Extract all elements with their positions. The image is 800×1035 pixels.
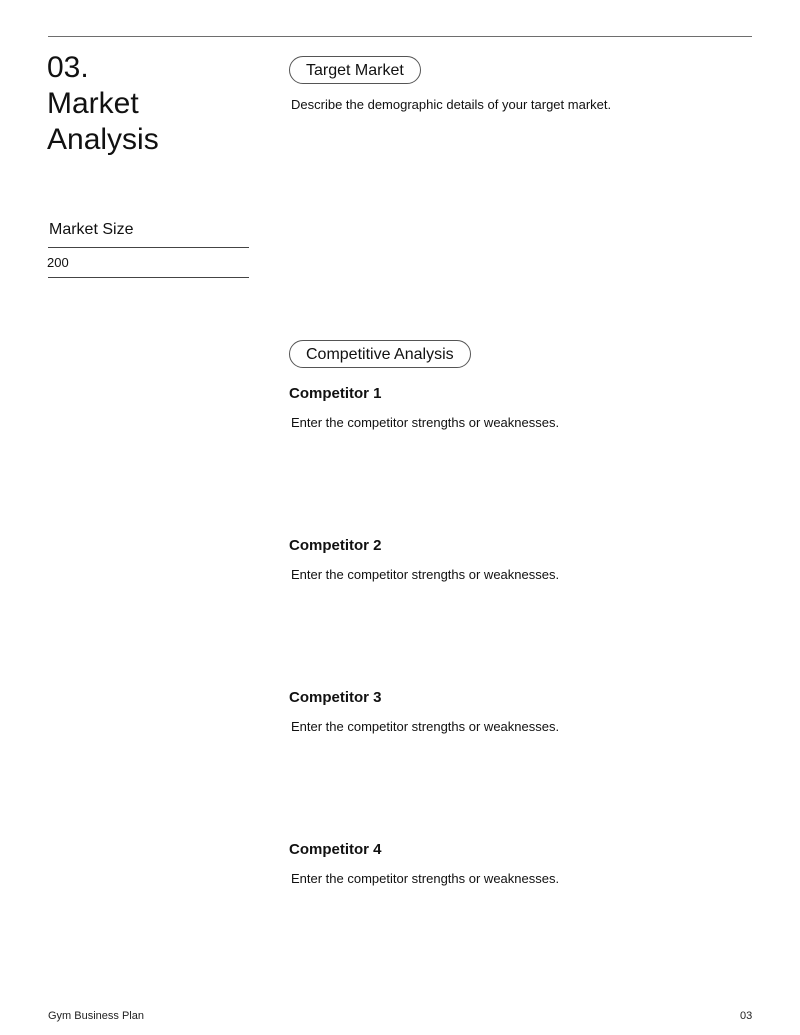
footer-document-title: Gym Business Plan (48, 1010, 144, 1022)
competitor-4-text: Enter the competitor strengths or weaknesses. (291, 871, 560, 886)
competitor-1-heading: Competitor 1 (289, 385, 382, 402)
top-divider (48, 36, 752, 37)
footer-page-number: 03 (740, 1010, 753, 1022)
section-title: Market Analysis (47, 87, 159, 156)
competitor-3-heading: Competitor 3 (289, 689, 382, 706)
competitor-2-heading: Competitor 2 (289, 537, 382, 554)
competitive-analysis-pill: Competitive Analysis (289, 340, 471, 368)
market-size-value: 200 (47, 255, 69, 270)
market-size-divider-top (48, 247, 249, 248)
target-market-pill: Target Market (289, 56, 421, 84)
target-market-description: Describe the demographic details of your target market. (291, 97, 612, 112)
competitor-4-heading: Competitor 4 (289, 841, 382, 858)
market-size-label: Market Size (49, 221, 134, 238)
market-size-divider-bottom (48, 277, 249, 278)
competitor-1-text: Enter the competitor strengths or weaknesses. (291, 415, 560, 430)
competitor-3-text: Enter the competitor strengths or weaknesses. (291, 719, 560, 734)
section-number: 03. (47, 51, 89, 84)
competitor-2-text: Enter the competitor strengths or weaknesses. (291, 567, 560, 582)
